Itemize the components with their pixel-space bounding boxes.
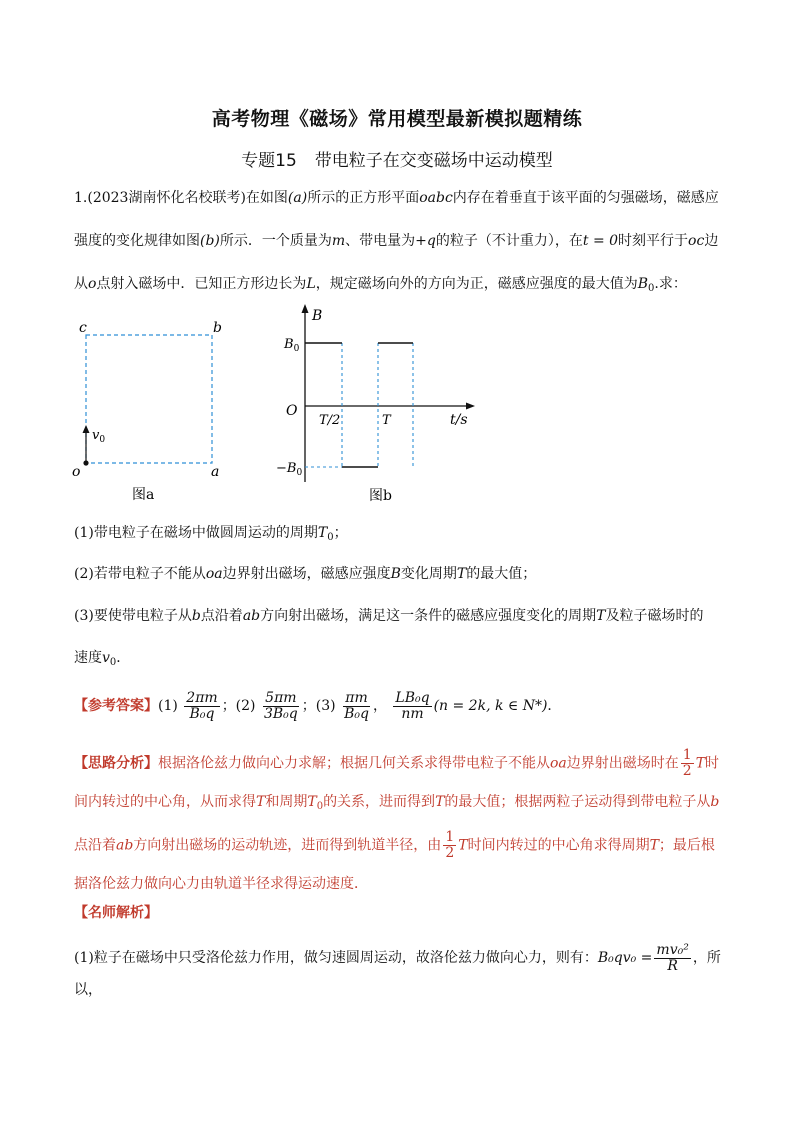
label-c: c: [79, 320, 87, 336]
label-b0: $B_0$: [284, 337, 300, 354]
label-b: b: [213, 320, 222, 336]
axis-label-ts: t/s: [450, 412, 468, 428]
problem-line-1: 1.(2023湖南怀化名校联考)在如图(a)所示的正方形平面oabc内存在着垂直于该平面的匀强磁场，磁感应: [74, 190, 719, 206]
problem-source: (2023湖南怀化名校联考): [87, 190, 246, 206]
question-1: (1)带电粒子在磁场中做圆周运动的周期$T_0$；: [74, 525, 348, 543]
caption-a: 图a: [132, 487, 155, 503]
reference-answer: 【参考答案】(1) $\frac{2\pi m}{\text{B₀q}}$ ；(2) $\frac{5\pi m}{\text{3B₀q}}$ ；(3) $\frac{\pi m}{\text{B₀q}}$ ， $\frac{\text{LB₀q}}{nm}$ (n = 2k, k ∈ N*)．: [74, 689, 562, 722]
label-origin: O: [286, 403, 298, 419]
label-v0: $v_0$: [92, 428, 106, 445]
analysis-line-2: 间内转过的中心角，从而求得T和周期$T_0$的关系，进而得到T的最大值；根据两粒子运动得到带电粒子从b: [74, 794, 720, 812]
figure-a: [64, 312, 234, 507]
question-3: (3)要使带电粒子从b点沿着ab方向射出磁场，满足这一条件的磁感应强度变化的周期T及粒子磁场时的: [74, 608, 704, 624]
label-neg-b0: $-B_0$: [276, 461, 303, 478]
label-t-half: T/2: [319, 413, 341, 428]
question-3-cont: 速度$v_0$．: [74, 650, 131, 668]
label-o: o: [72, 464, 81, 480]
solution-line-1: (1)粒子在磁场中只受洛伦兹力作用，做匀速圆周运动，故洛伦兹力做向心力，则有：B₀qv₀ = $\frac{\text{mv₀²}}{R}$ ，所以，: [74, 941, 721, 998]
solution-label-row: [74, 903, 724, 923]
axis-label-b: B: [312, 308, 323, 324]
analysis-line-1: 【思路分析】根据洛伦兹力做向心力求解；根据几何关系求得带电粒子不能从oa边界射出磁场时在 $\frac{1}{2}$ T时: [74, 747, 720, 779]
problem-line-2: 强度的变化规律如图(b)所示．一个质量为m、带电量为+q的粒子（不计重力），在t = 0时刻平行于oc边: [74, 233, 719, 249]
problem-line-3: 从o点射入磁场中．已知正方形边长为L，规定磁场向外的方向为正，磁感应强度的最大值为$B_0$.求：: [74, 276, 687, 294]
page-title: 高考物理《磁场》常用模型最新模拟题精练: [211, 108, 583, 130]
analysis-line-4: 据洛伦兹力做向心力由轨道半径求得运动速度．: [74, 876, 368, 892]
figure-b: [276, 300, 506, 510]
solution-label: 【名师解析】: [74, 905, 158, 921]
label-a: a: [211, 464, 220, 480]
analysis-line-3: 点沿着ab方向射出磁场的运动轨迹，进而得到轨道半径，由 $\frac{1}{2}$ T时间内转过的中心角求得周期T；最后根: [74, 829, 715, 861]
caption-b: 图b: [369, 488, 392, 504]
answer-label: 【参考答案】: [74, 698, 158, 714]
subtitle-number: 专题15: [241, 151, 297, 171]
question-2: (2)若带电粒子不能从oa边界射出磁场，磁感应强度B变化周期T的最大值；: [74, 566, 537, 582]
label-t: T: [382, 413, 391, 428]
page-subtitle: [0, 146, 794, 171]
analysis-label: 【思路分析】: [74, 755, 158, 772]
subtitle-text: 带电粒子在交变磁场中运动模型: [314, 151, 553, 171]
